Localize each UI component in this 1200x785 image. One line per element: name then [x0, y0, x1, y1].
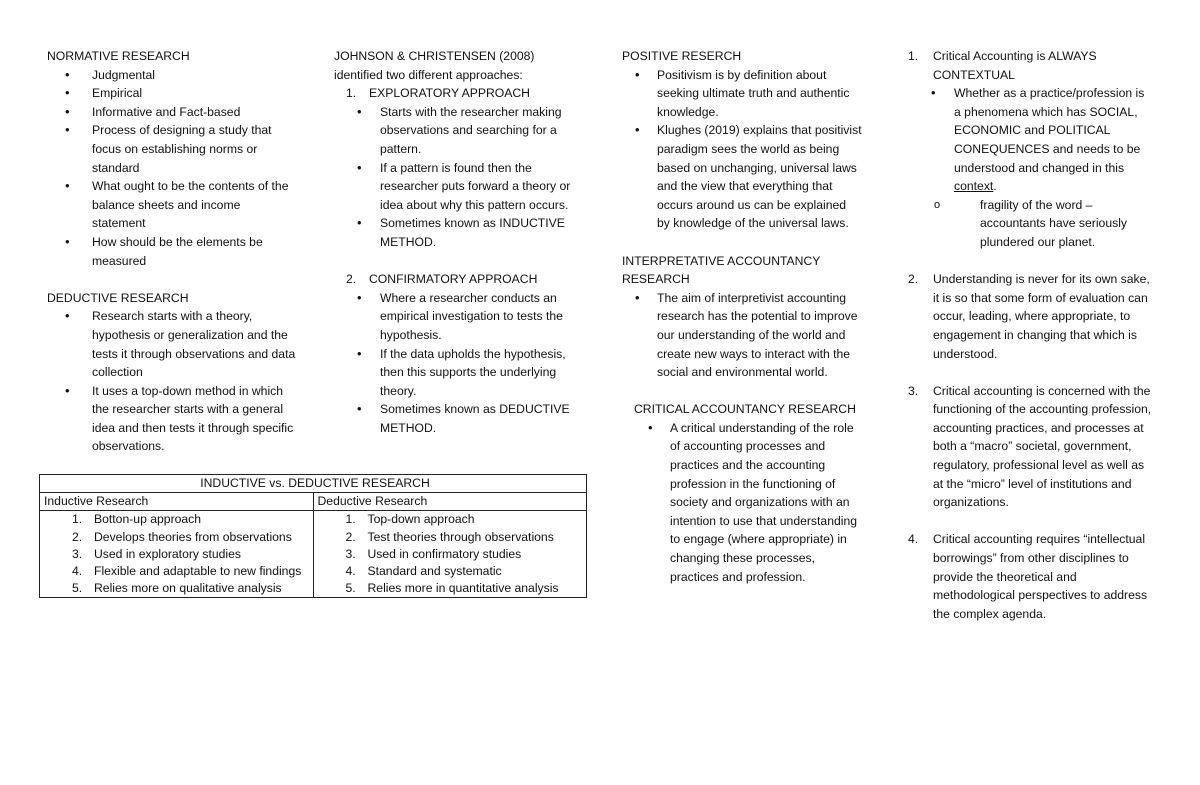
list-item: • Empirical: [47, 84, 297, 103]
normative-list: [47, 66, 297, 271]
context-link[interactable]: context: [954, 179, 994, 194]
row-number: 1.: [72, 512, 83, 527]
confirmatory-title: CONFIRMATORY APPROACH: [369, 272, 538, 287]
column-normative-deductive: [47, 47, 297, 456]
deductive-cell: Test theories through observations: [367, 529, 554, 544]
exploratory-list: [334, 103, 584, 252]
interpretative-heading-line2: RESEARCH: [622, 272, 690, 287]
table-row: [40, 546, 587, 563]
confirmatory-list: [334, 289, 584, 438]
item-number: 2.: [908, 272, 919, 287]
item-text: Critical accounting is concerned with the functioning of the accounting profession, accounting practices, and processes at both a “macro” societal, government, regulatory, professional level as well as at the “micro” level of institutions and organizations.: [933, 383, 1152, 510]
item-number: 4.: [908, 532, 919, 547]
deductive-cell: Standard and systematic: [367, 564, 502, 579]
normative-heading: NORMATIVE RESEARCH: [47, 49, 190, 63]
johnson-subtitle: identified two different approaches:: [334, 67, 523, 82]
inductive-cell: Botton-up approach: [94, 512, 202, 527]
deductive-heading: DEDUCTIVE RESEARCH: [47, 290, 189, 305]
list-item: • If a pattern is found then the researcher puts forward a theory or idea about why this pattern occurs.: [334, 159, 584, 215]
list-item: • Sometimes known as DEDUCTIVE METHOD.: [334, 400, 584, 437]
list-item: • Where a researcher conducts an empirical investigation to tests the hypothesis.: [334, 289, 584, 345]
list-item: [908, 382, 1153, 512]
confirmatory-number: 2.: [346, 272, 357, 287]
inductive-vs-deductive-table: [39, 474, 587, 598]
critical-accounting-list: [908, 47, 1153, 623]
row-number: 2.: [345, 529, 356, 544]
confirmatory-heading: [334, 270, 584, 289]
list-item: • Klughes (2019) explains that positivist paradigm sees the world as being based on unchanging, universal laws and the view that everything that occurs around us can be explained by knowledge of the universal laws.: [607, 121, 862, 233]
johnson-heading: JOHNSON & CHRISTENSEN (2008): [334, 49, 535, 63]
item-number: 1.: [908, 49, 919, 63]
list-item: [908, 530, 1153, 623]
table-row: [40, 563, 587, 580]
list-item: • Sometimes known as INDUCTIVE METHOD.: [334, 214, 584, 251]
list-item: • How should be the elements be measured: [47, 233, 297, 270]
list-item: [908, 47, 1153, 252]
deductive-cell: Top-down approach: [367, 512, 475, 527]
column-header-inductive: Inductive Research: [40, 493, 314, 511]
table-row: [40, 529, 587, 546]
inductive-cell: Relies more on qualitative analysis: [94, 581, 282, 596]
table-row: [40, 580, 587, 598]
deductive-list: [47, 307, 297, 456]
table-title: INDUCTIVE vs. DEDUCTIVE RESEARCH: [40, 475, 587, 493]
critical-heading: CRITICAL ACCOUNTANCY RESEARCH: [634, 402, 856, 417]
list-item: • Starts with the researcher making observations and searching for a pattern.: [334, 103, 584, 159]
inductive-cell: Develops theories from observations: [94, 529, 292, 544]
row-number: 4.: [345, 564, 356, 579]
item-number: 3.: [908, 383, 919, 398]
item-text: Critical accounting requires “intellectual borrowings” from other disciplines to provide the theoretical and methodological perspectives to address the complex agenda.: [933, 532, 1148, 621]
deductive-cell: Relies more in quantitative analysis: [367, 581, 559, 596]
list-item: • Informative and Fact-based: [47, 103, 297, 122]
column-header-deductive: Deductive Research: [313, 493, 587, 511]
exploratory-title: EXPLORATORY APPROACH: [369, 86, 530, 101]
exploratory-heading: [334, 84, 584, 103]
list-item: • Positivism is by definition about seeking ultimate truth and authentic knowledge.: [607, 66, 862, 122]
list-item: • Judgmental: [47, 66, 297, 85]
row-number: 2.: [72, 529, 83, 544]
bullet-text: Whether as a practice/profession is a phenomena which has SOCIAL, ECONOMIC and POLITICAL CONEQUENCES and needs to be understood and changed in this: [954, 86, 1145, 175]
row-number: 4.: [72, 564, 83, 579]
exploratory-number: 1.: [346, 86, 357, 101]
item-text: Understanding is never for its own sake, it is so that some form of evaluation can occur, leading, where appropriate, to engagement in changing that which is understood.: [933, 272, 1150, 361]
positive-list: [607, 66, 862, 233]
table-row: [40, 511, 587, 529]
positive-heading: POSITIVE RESERCH: [622, 49, 742, 63]
inductive-cell: Flexible and adaptable to new findings: [94, 564, 302, 579]
row-number: 5.: [72, 581, 83, 596]
column-positive-interpretative-critical: [622, 47, 862, 586]
deductive-cell: Used in confirmatory studies: [367, 546, 522, 561]
interpretative-heading-line1: INTERPRETATIVE ACCOUNTANCY: [622, 253, 821, 268]
list-item: • Process of designing a study that focus on establishing norms or standard: [47, 121, 297, 177]
critical-list: [620, 419, 862, 586]
list-item: • What ought to be the contents of the balance sheets and income statement: [47, 177, 297, 233]
column-critical-accounting: [908, 47, 1153, 623]
list-item: [908, 270, 1153, 363]
row-number: 1.: [345, 512, 356, 527]
nested-list: [908, 84, 1153, 251]
item-text: Critical Accounting is ALWAYS CONTEXTUAL: [933, 49, 1097, 82]
list-item: • Research starts with a theory, hypothesis or generalization and the tests it through observations and data collection: [47, 307, 297, 381]
list-item: • If the data upholds the hypothesis, then this supports the underlying theory.: [334, 345, 584, 401]
list-item: [908, 84, 1153, 251]
list-item: o fragility of the word – accountants have seriously plundered our planet.: [908, 196, 1153, 252]
interpretative-list: [607, 289, 862, 382]
list-item: • A critical understanding of the role of accounting processes and practices and the accounting profession in the functioning of society and organizations with an intention to use that understanding to engage (where appropriate) in changing these processes, practices and profession.: [620, 419, 862, 586]
row-number: 5.: [345, 581, 356, 596]
column-johnson-christensen: [334, 47, 584, 437]
bullet-text-end: .: [993, 179, 997, 194]
nested-sub-list: [908, 196, 1153, 252]
row-number: 3.: [345, 546, 356, 561]
list-item: • The aim of interpretivist accounting research has the potential to improve our understanding of the world and create new ways to interact with the social and environmental world.: [607, 289, 862, 382]
list-item: • It uses a top-down method in which the researcher starts with a general idea and then tests it through specific observations.: [47, 382, 297, 456]
row-number: 3.: [72, 546, 83, 561]
inductive-cell: Used in exploratory studies: [94, 546, 241, 561]
